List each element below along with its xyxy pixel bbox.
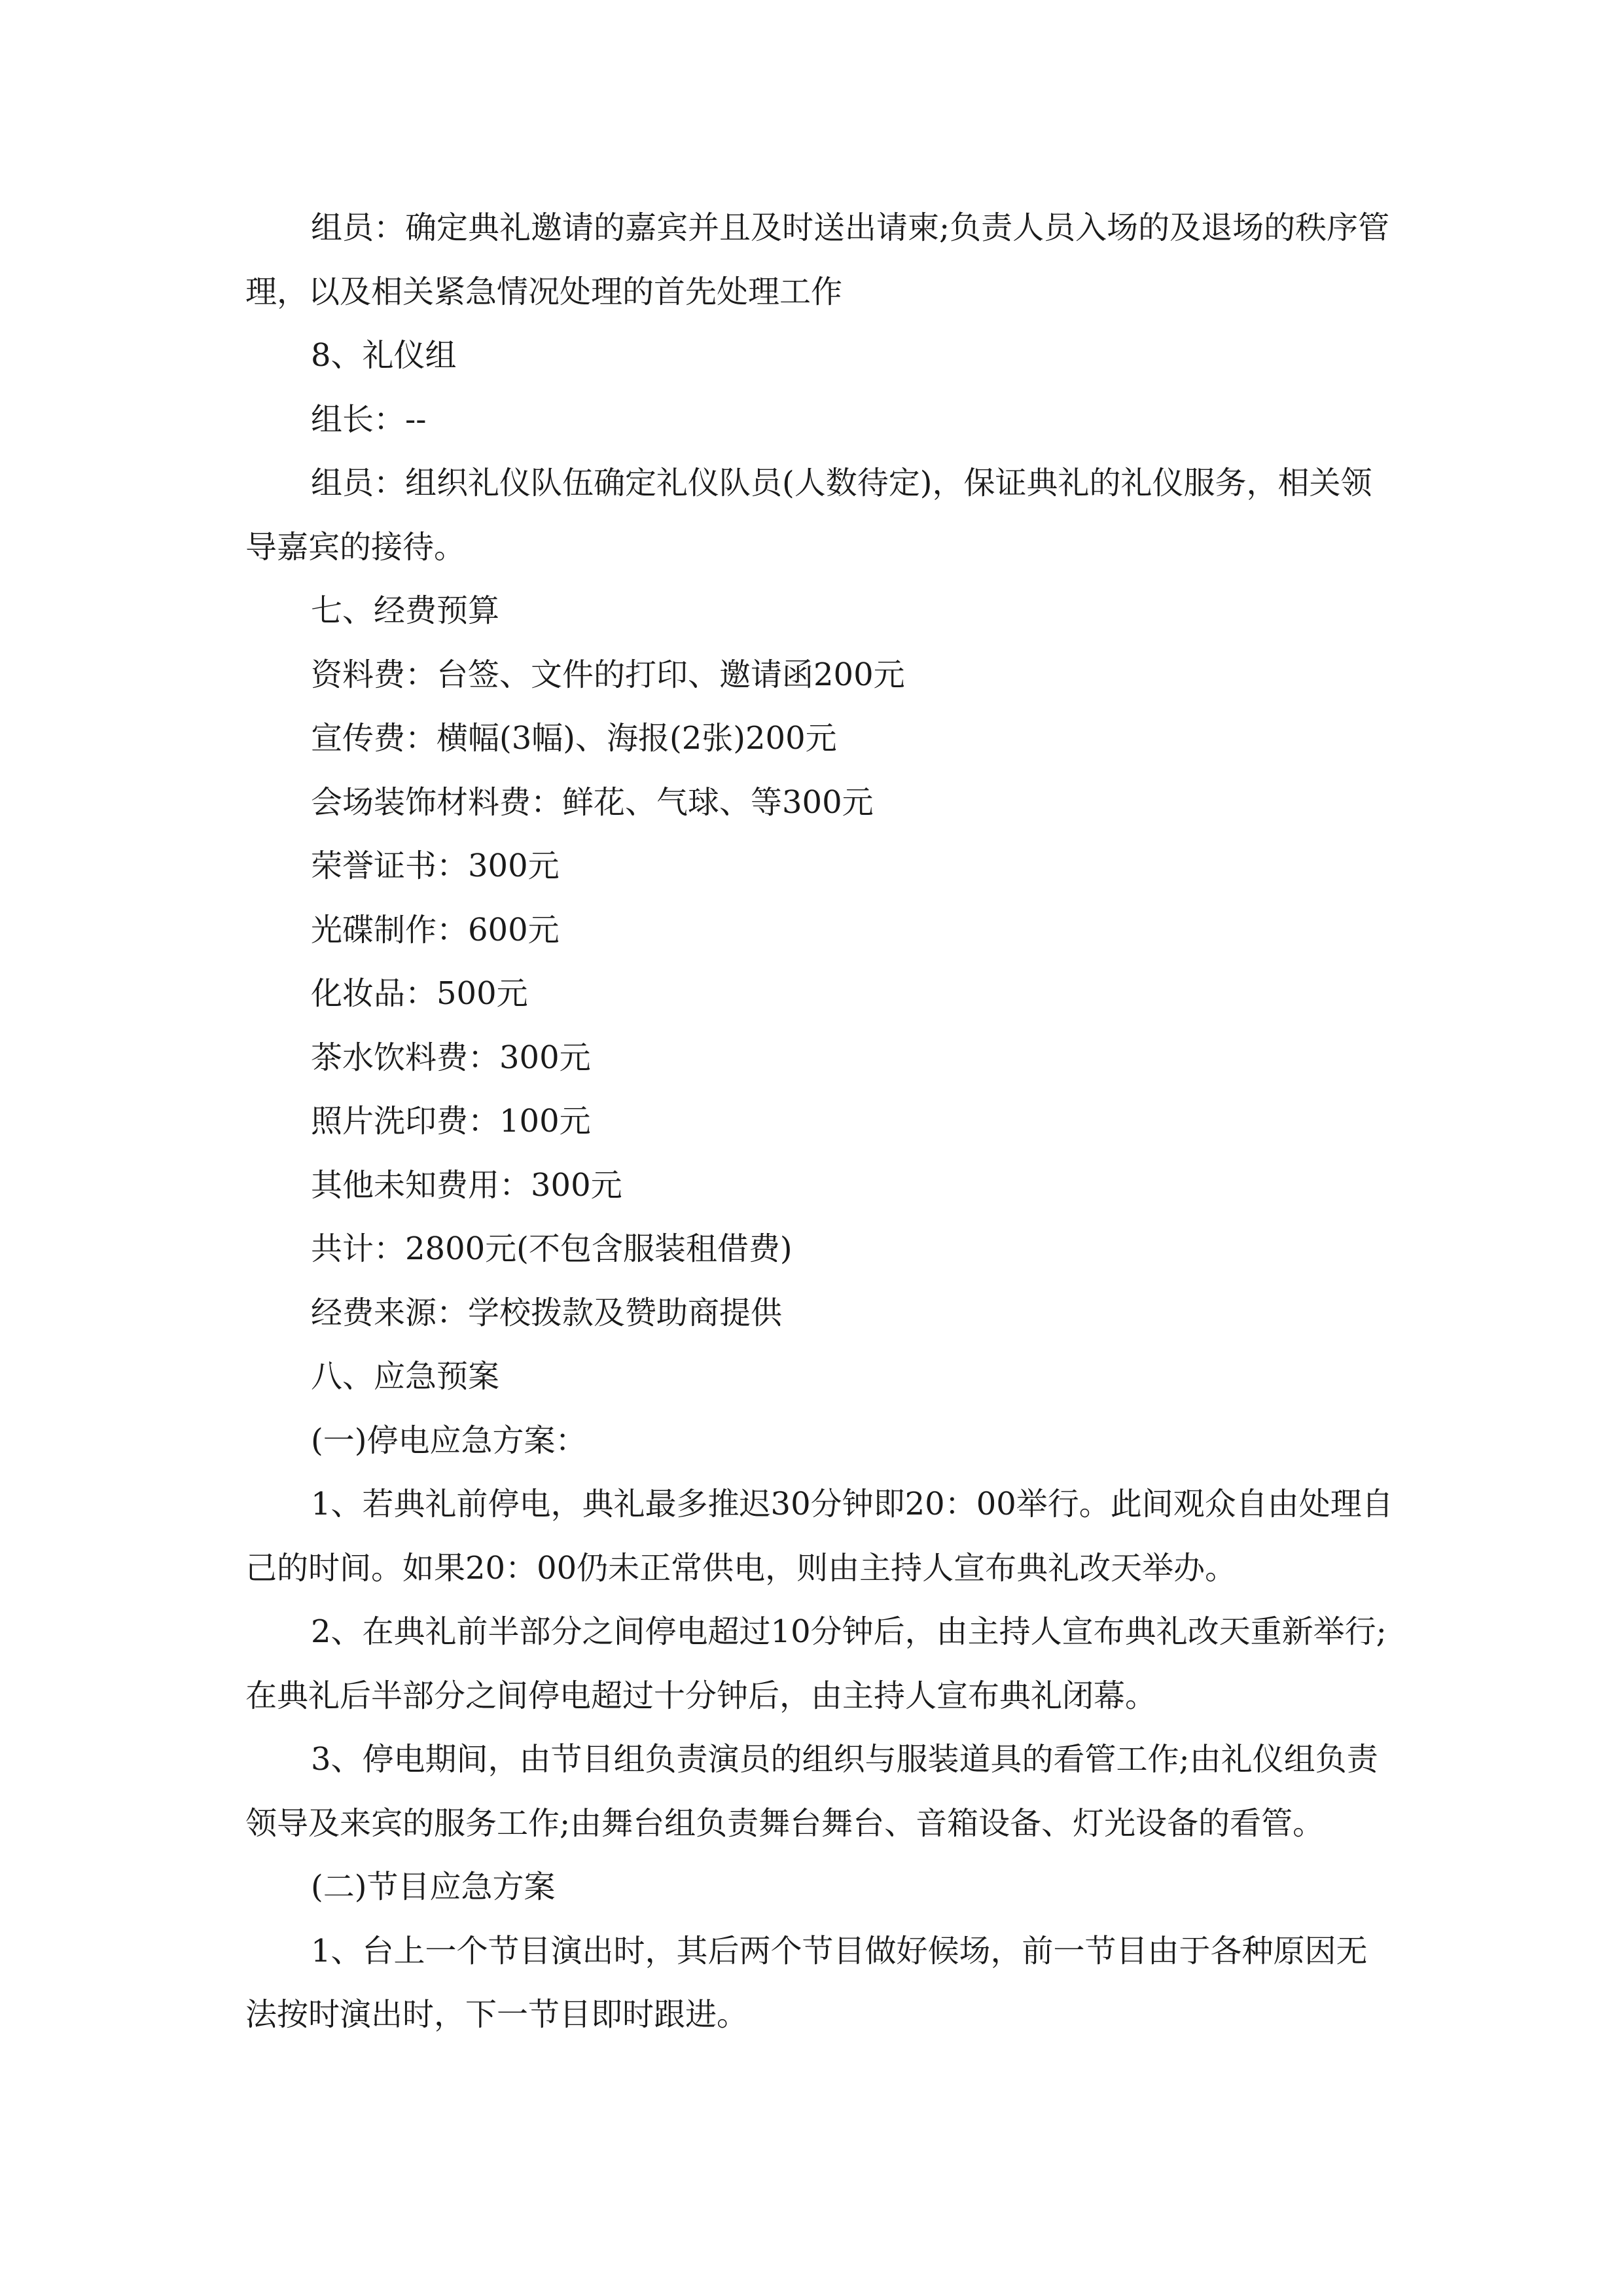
budget-item: 资料费：台签、文件的打印、邀请函200元 <box>311 656 905 693</box>
paragraph: 组员：确定典礼邀请的嘉宾并且及时送出请柬;负责人员入场的及退场的秩序管理，以及相关紧急情况处理的首先处理工作 <box>245 209 1390 310</box>
subsection-heading: (一)停电应急方案： <box>311 1422 587 1459</box>
budget-item: 宣传费：横幅(3幅)、海报(2张)200元 <box>311 720 837 757</box>
paragraph: 8、礼仪组 <box>311 337 457 374</box>
budget-item: 会场装饰材料费：鲜花、气球、等300元 <box>311 783 874 821</box>
budget-total: 共计：2800元(不包含服装租借费) <box>311 1230 793 1267</box>
document-body <box>245 196 1397 2047</box>
budget-source: 经费来源：学校拨款及赞助商提供 <box>311 1294 783 1331</box>
budget-item: 荣誉证书：300元 <box>311 848 560 884</box>
budget-item: 照片洗印费：100元 <box>311 1103 591 1139</box>
subsection-heading: (二)节目应急方案 <box>311 1869 556 1905</box>
section-heading: 八、应急预案 <box>311 1358 500 1395</box>
paragraph: 3、停电期间，由节目组负责演员的组织与服装道具的看管工作;由礼仪组负责领导及来宾的服务工作;由舞台组负责舞台舞台、音箱设备、灯光设备的看管。 <box>245 1741 1378 1842</box>
budget-item: 光碟制作：600元 <box>311 911 560 948</box>
paragraph: 2、在典礼前半部分之间停电超过10分钟后，由主持人宣布典礼改天重新举行;在典礼后半部分之间停电超过十分钟后，由主持人宣布典礼闭幕。 <box>245 1613 1387 1714</box>
budget-item: 其他未知费用：300元 <box>311 1166 622 1204</box>
budget-item: 化妆品：500元 <box>311 975 528 1012</box>
section-heading: 七、经费预算 <box>311 592 500 629</box>
budget-item: 茶水饮料费：300元 <box>311 1039 591 1076</box>
paragraph: 组员：组织礼仪队伍确定礼仪队员(人数待定)，保证典礼的礼仪服务，相关领导嘉宾的接待。 <box>245 465 1372 565</box>
paragraph: 1、若典礼前停电，典礼最多推迟30分钟即20：00举行。此间观众自由处理自己的时间。如果20：00仍未正常供电，则由主持人宣布典礼改天举办。 <box>245 1486 1393 1587</box>
paragraph: 1、台上一个节目演出时，其后两个节目做好候场，前一节目由于各种原因无法按时演出时，下一节目即时跟进。 <box>245 1932 1368 2033</box>
paragraph: 组长：-- <box>311 401 427 438</box>
